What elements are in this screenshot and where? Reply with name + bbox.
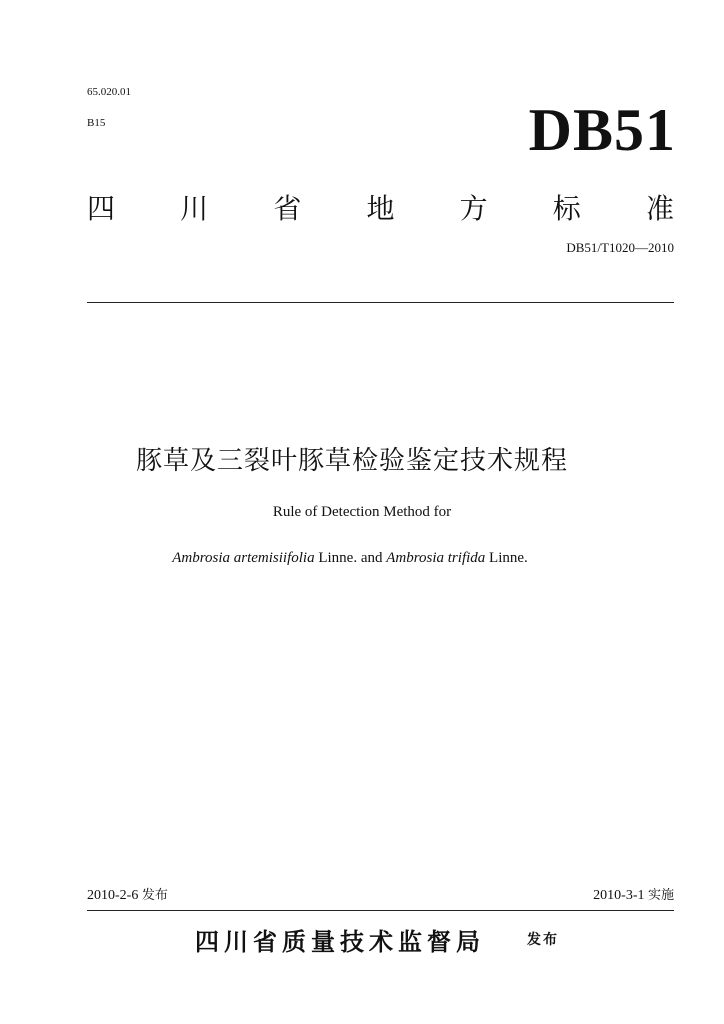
issue-label: 发布 <box>141 888 168 903</box>
species-name-1: Ambrosia artemisiifolia <box>172 550 315 566</box>
standard-type-char: 省 <box>273 192 302 225</box>
standard-type-char: 标 <box>552 192 581 225</box>
standard-type-char: 方 <box>459 192 488 225</box>
implement-date: 2010-3-1 <box>593 888 645 903</box>
species-author-2: Linne. <box>485 550 528 566</box>
publish-word: 发布 <box>527 932 559 948</box>
standard-type-char: 准 <box>645 192 674 225</box>
standard-type-char: 地 <box>366 192 395 225</box>
ccs-code: B15 <box>87 117 106 129</box>
english-title-line2 <box>0 550 724 567</box>
footer-divider <box>87 910 674 911</box>
issue-date: 2010-2-6 <box>87 888 139 903</box>
issue-date-line <box>87 884 168 904</box>
standard-type-char: 川 <box>180 192 209 225</box>
standard-number: DB51/T1020—2010 <box>566 240 674 255</box>
standard-logo: DB51 <box>528 97 676 163</box>
standard-type-heading <box>87 190 674 224</box>
species-name-2: Ambrosia trifida <box>386 550 486 566</box>
species-author-1: Linne. and <box>314 550 387 566</box>
ics-code: 65.020.01 <box>87 86 131 98</box>
implement-date-line <box>593 884 674 904</box>
header-divider <box>87 302 674 303</box>
implement-label: 实施 <box>647 888 674 903</box>
standard-type-char: 四 <box>87 192 116 225</box>
publisher-name: 四川省质量技术监督局 <box>195 928 485 956</box>
chinese-title: 豚草及三裂叶豚草检验鉴定技术规程 <box>135 446 568 476</box>
english-title-line1: Rule of Detection Method for <box>272 504 452 520</box>
